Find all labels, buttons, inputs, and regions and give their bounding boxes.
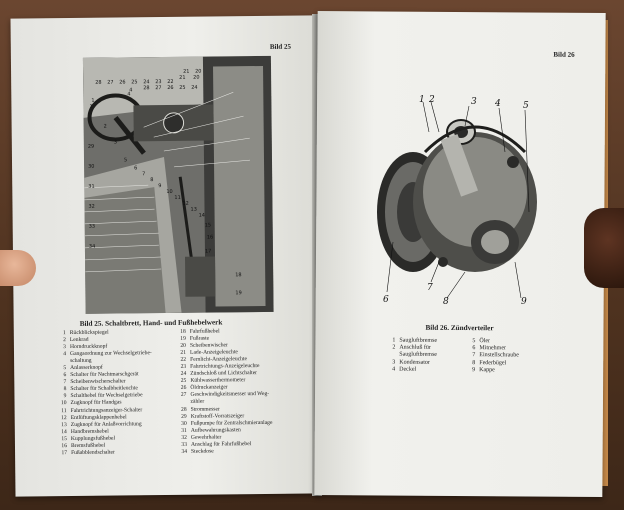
legend-number [383,352,395,359]
distributor-callout-4: 4 [495,99,501,109]
legend-number: 4 [63,351,67,358]
legend-number: 7 [63,379,67,386]
left-page-header: Bild 25 [269,42,292,51]
legend-label: Saugluftbremse [399,351,437,359]
legend-label: Kappe [479,366,495,374]
legend-label: Federbügel [479,359,507,366]
legend-number: 5 [472,338,476,345]
legend-label: Schalter für Nachtmarschgerät [70,371,139,379]
right-legend-col2 [463,338,519,374]
legend-label: Zugknopf für Handgas [70,399,122,407]
legend-label: Handbremshebel [70,428,109,435]
legend-number: 9 [472,366,476,373]
distributor-callout-9: 9 [521,297,527,307]
legend-label: Einstellschraube [479,352,519,359]
legend-number: 15 [61,435,67,442]
legend-entry [55,449,153,457]
legend-number: 9 [63,393,67,400]
legend-number: 4 [392,366,396,373]
legend-label: Kupplungsfußhebel [70,435,116,442]
legend-number: 30 [181,420,187,427]
legend-number: 27 [180,392,187,399]
legend-number: 14 [61,428,67,435]
legend-label: Fußpumpe für Zentralschmieranlage [190,419,273,427]
legend-label: Aufbewahrungskasten [190,426,241,434]
left-page [11,15,321,496]
dashboard-callout-33: 33 [88,223,96,230]
legend-label: Kühlwasserthermometer [190,377,246,385]
legend-label: Fußraste [189,335,210,342]
dashboard-callout-11: 11 [174,194,181,201]
legend-label: Kondensator [399,359,430,366]
legend-label: Anschlag für Fahrfußhebel [190,440,252,448]
dashboard-callout-7: 7 [142,171,146,178]
left-legend-col2 [174,328,273,456]
svg-text:21: 21 [179,74,186,81]
dashboard-callout-24: 24 [143,79,150,86]
svg-text:27: 27 [155,85,162,92]
legend-label: Fernlicht-Anzeigeleuchte [190,356,247,363]
svg-text:24: 24 [191,84,198,91]
dashboard-callout-3: 3 [113,139,118,146]
legend-label: Fahrfußhebel [189,328,220,335]
legend-number: 28 [180,406,187,413]
legend-label: Schalthebel für Wechselgetriebe [70,392,143,400]
legend-label: Steckdose [191,448,214,455]
right-legend-col1 [383,337,437,373]
dashboard-callout-18: 18 [235,272,242,279]
dashboard-callout-6: 6 [134,165,138,172]
svg-text:26: 26 [167,84,174,91]
dashboard-callout-22: 22 [167,78,174,85]
legend-number: 23 [180,364,187,371]
dashboard-callout-2: 2 [103,123,107,130]
legend-number: 11 [61,407,67,414]
dashboard-callout-34: 34 [88,243,96,250]
dashboard-callout-15: 15 [204,222,212,229]
legend-label: Horndruckknopf [69,343,108,351]
dashboard-callout-30: 30 [88,163,95,170]
legend-number: 1 [392,337,396,344]
dashboard-callout-5: 5 [123,157,128,164]
dashboard-callout-4: 4 [127,91,131,98]
legend-label: Scheibenwischerschalter [70,378,126,386]
finger-right [584,208,624,288]
left-legend-col1 [54,329,153,457]
legend-label: Geschwindigkeitsmesser und Weg- [190,391,270,399]
legend-number: 8 [63,386,67,393]
legend-label: Deckel [399,366,417,373]
svg-text:25: 25 [179,84,186,91]
left-figure-caption: Bild 25. Schaltbrett, Hand- und Fußhebelwerk [79,318,223,328]
legend-label: zähler [190,399,205,406]
finger-left [0,250,36,286]
legend-label: Schalter für Schalbheitleuchte [70,385,138,393]
dashboard-callout-8: 8 [150,177,154,184]
legend-number: 5 [63,365,67,372]
legend-number: 13 [61,421,67,428]
dashboard-callout-9: 9 [158,183,162,190]
legend-label: Saugluftbremse [399,337,438,344]
legend-entry [383,366,437,374]
dashboard-callout-28: 28 [95,79,102,86]
legend-label: Mitnehmer [479,345,507,352]
legend-number: 16 [61,442,68,449]
legend-entry [174,391,272,399]
legend-number: 34 [181,448,188,455]
legend-number: 25 [180,378,187,385]
legend-number: 32 [181,434,187,441]
legend-entry [463,367,519,375]
right-figure-caption: Bild 26. Zündverteiler [425,323,494,333]
legend-label: Öler [479,338,491,345]
distributor-callout-5: 5 [523,101,529,111]
legend-number: 6 [63,372,67,379]
legend-number: 8 [472,359,476,366]
dashboard-callout-16: 16 [206,234,214,241]
legend-number: 24 [180,371,187,378]
legend-number: 26 [180,385,187,392]
dashboard-callout-32: 32 [88,203,95,210]
legend-number: 2 [63,337,66,344]
legend-number: 12 [61,414,67,421]
dashboard-photo [83,56,274,314]
dashboard-illustration [83,56,274,314]
dashboard-callout-12: 12 [182,200,189,207]
legend-label: Lade-Anzeigeleuchte [189,349,238,356]
dashboard-callout-29: 29 [87,143,95,150]
dashboard-callout-17: 17 [204,248,212,255]
legend-label: Lenkrad [69,336,89,344]
legend-label: Anlasserknopf [70,364,103,372]
legend-number: 33 [181,441,188,448]
legend-label: Gewehrhalter [190,434,222,441]
dashboard-callout-25: 25 [131,79,138,86]
dashboard-callout-21: 21 [183,68,190,75]
legend-number: 21 [180,349,187,356]
legend-number: 22 [180,356,187,364]
legend-number: 3 [392,359,396,366]
dashboard-callout-13: 13 [190,206,197,213]
dashboard-callout-23: 23 [155,79,162,86]
distributor-illustration [365,92,555,307]
legend-label: Zugknopf für Anlaßvorrichtung [70,420,142,428]
legend-label: Rückblickspiegel [69,329,109,337]
legend-number: 19 [180,335,186,342]
dashboard-callout-10: 10 [166,188,173,195]
legend-label: Gangaordnung zur Wechselgetriebe- [69,350,152,358]
dashboard-callout-19: 19 [235,290,242,297]
legend-label: Fußabblendschalter [71,449,115,456]
legend-label: Kraftstoff-Vorratszeiger [190,412,245,420]
right-page-header: Bild 26 [553,50,575,59]
legend-number: 3 [63,344,66,351]
dashboard-callout-14: 14 [198,212,205,219]
legend-label: Öldruckanzeiger [190,384,228,392]
dashboard-callout-1: 1 [89,103,93,110]
legend-number: 10 [60,400,67,407]
legend-label: schaltung [70,357,92,365]
legend-number: 6 [472,345,476,352]
legend-label: Bremsfußhebel [70,442,106,449]
legend-number: 31 [181,427,187,434]
svg-text:20: 20 [193,74,200,81]
legend-label: Scheibenwischer [189,342,228,349]
legend-number: 17 [61,449,68,456]
legend-number: 18 [180,328,186,335]
distributor-callout-3: 3 [471,97,477,107]
svg-text:28: 28 [143,85,150,92]
legend-number: 29 [181,413,187,420]
dashboard-callout-27: 27 [107,79,114,86]
legend-number: 7 [472,352,476,359]
legend-label: Fahrtrichtungsanzeiger-Schalter [70,406,143,414]
legend-label: Strommesser [190,405,220,413]
legend-label: Fahrtrichtungs-Anzeigeleuchte [190,363,260,370]
svg-text:1: 1 [91,97,95,104]
legend-label: Anschluß für [399,344,431,352]
legend-label: Entlüftungsklappenhebel [70,413,127,421]
legend-number: 2 [392,344,396,351]
distributor-callout-1: 1 [419,95,425,105]
dashboard-callout-26: 26 [119,79,126,86]
distributor-callout-6: 6 [383,295,389,305]
svg-text:4: 4 [129,87,133,94]
distributor-callout-2: 2 [429,95,435,105]
legend-number: 1 [62,330,66,337]
legend-entry [175,448,273,456]
legend-entry [54,350,152,358]
distributor-callout-8: 8 [443,297,449,307]
dashboard-callout-20: 20 [195,68,202,75]
distributor-callout-7: 7 [427,283,433,293]
dashboard-callout-31: 31 [88,183,95,190]
legend-label: Zündschloß und Lichtschalter [190,370,258,378]
legend-number: 20 [180,342,186,349]
